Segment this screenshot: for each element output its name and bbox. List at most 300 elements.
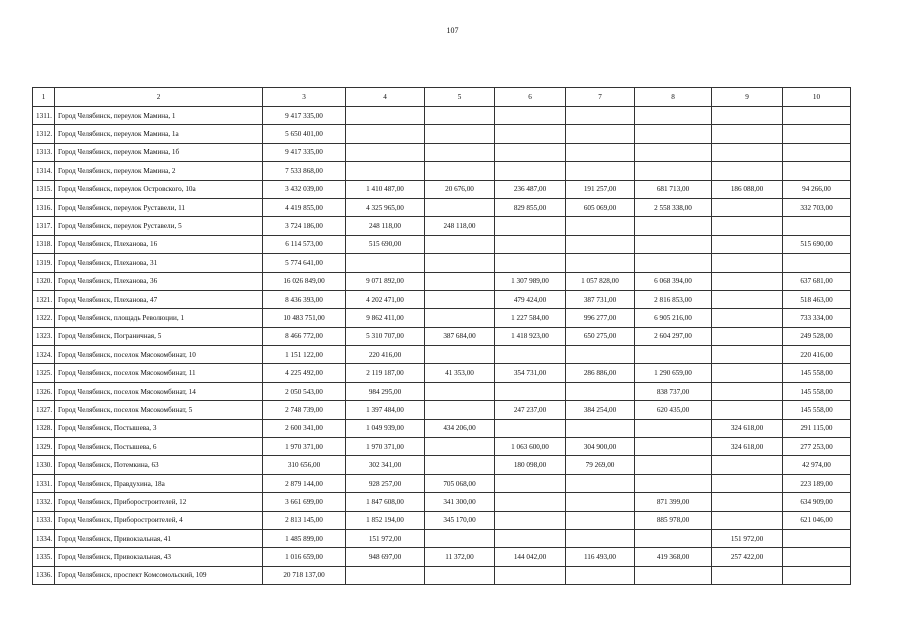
- value-cell-col-8: 6 068 394,00: [635, 272, 712, 290]
- value-cell-col-8: [635, 125, 712, 143]
- value-cell-col-3: 3 724 186,00: [263, 217, 346, 235]
- table-row: [33, 217, 851, 235]
- value-cell-col-9: [712, 217, 783, 235]
- value-cell-col-5: [425, 235, 495, 253]
- value-cell-col-7: [566, 493, 635, 511]
- value-cell-col-5: 11 372,00: [425, 548, 495, 566]
- value-cell-col-8: [635, 162, 712, 180]
- value-cell-col-9: [712, 327, 783, 345]
- address-cell: Город Челябинск, поселок Мясокомбинат, 14: [55, 382, 263, 400]
- value-cell-col-3: 6 114 573,00: [263, 235, 346, 253]
- value-cell-col-10: [783, 566, 851, 584]
- value-cell-col-10: 332 703,00: [783, 198, 851, 216]
- value-cell-col-7: 1 057 828,00: [566, 272, 635, 290]
- table-row: [33, 290, 851, 308]
- value-cell-col-10: [783, 254, 851, 272]
- table-row: [33, 419, 851, 437]
- value-cell-col-4: 1 049 939,00: [346, 419, 425, 437]
- column-header-8: 8: [635, 88, 712, 107]
- column-header-3: 3: [263, 88, 346, 107]
- table-row: [33, 529, 851, 547]
- value-cell-col-8: 620 435,00: [635, 401, 712, 419]
- value-cell-col-7: 304 900,00: [566, 438, 635, 456]
- address-cell: Город Челябинск, переулок Руставели, 11: [55, 198, 263, 216]
- value-cell-col-8: [635, 235, 712, 253]
- row-number-cell: 1331.: [33, 474, 55, 492]
- address-cell: Город Челябинск, Приборостроителей, 12: [55, 493, 263, 511]
- value-cell-col-9: [712, 493, 783, 511]
- value-cell-col-6: [495, 511, 566, 529]
- value-cell-col-5: [425, 272, 495, 290]
- value-cell-col-8: 871 399,00: [635, 493, 712, 511]
- value-cell-col-8: [635, 529, 712, 547]
- value-cell-col-10: [783, 143, 851, 161]
- value-cell-col-7: [566, 254, 635, 272]
- address-cell: Город Челябинск, Плеханова, 36: [55, 272, 263, 290]
- address-cell: Город Челябинск, Плеханова, 31: [55, 254, 263, 272]
- value-cell-col-6: [495, 493, 566, 511]
- value-cell-col-10: [783, 162, 851, 180]
- column-header-9: 9: [712, 88, 783, 107]
- value-cell-col-4: 9 862 411,00: [346, 309, 425, 327]
- value-cell-col-3: 2 813 145,00: [263, 511, 346, 529]
- table-row: [33, 107, 851, 125]
- value-cell-col-7: 996 277,00: [566, 309, 635, 327]
- value-cell-col-3: 7 533 868,00: [263, 162, 346, 180]
- value-cell-col-7: [566, 125, 635, 143]
- value-cell-col-9: [712, 401, 783, 419]
- value-cell-col-4: 248 118,00: [346, 217, 425, 235]
- value-cell-col-8: 2 558 338,00: [635, 198, 712, 216]
- value-cell-col-10: [783, 529, 851, 547]
- value-cell-col-5: [425, 566, 495, 584]
- value-cell-col-3: 2 050 543,00: [263, 382, 346, 400]
- value-cell-col-6: 247 237,00: [495, 401, 566, 419]
- value-cell-col-9: 151 972,00: [712, 529, 783, 547]
- value-cell-col-9: [712, 456, 783, 474]
- value-cell-col-3: 8 466 772,00: [263, 327, 346, 345]
- data-table: [32, 87, 851, 585]
- row-number-cell: 1329.: [33, 438, 55, 456]
- value-cell-col-7: 116 493,00: [566, 548, 635, 566]
- value-cell-col-8: 838 737,00: [635, 382, 712, 400]
- address-cell: Город Челябинск, переулок Руставели, 5: [55, 217, 263, 235]
- value-cell-col-3: 8 436 393,00: [263, 290, 346, 308]
- table-row: [33, 401, 851, 419]
- value-cell-col-3: 2 879 144,00: [263, 474, 346, 492]
- value-cell-col-10: 249 528,00: [783, 327, 851, 345]
- column-header-5: 5: [425, 88, 495, 107]
- value-cell-col-9: [712, 474, 783, 492]
- row-number-cell: 1315.: [33, 180, 55, 198]
- value-cell-col-5: 705 068,00: [425, 474, 495, 492]
- value-cell-col-8: [635, 438, 712, 456]
- table-row: [33, 180, 851, 198]
- address-cell: Город Челябинск, Пограничная, 5: [55, 327, 263, 345]
- value-cell-col-5: [425, 456, 495, 474]
- value-cell-col-6: [495, 474, 566, 492]
- value-cell-col-7: [566, 235, 635, 253]
- row-number-cell: 1321.: [33, 290, 55, 308]
- value-cell-col-3: 5 650 401,00: [263, 125, 346, 143]
- value-cell-col-5: [425, 125, 495, 143]
- value-cell-col-5: 341 300,00: [425, 493, 495, 511]
- value-cell-col-10: 637 681,00: [783, 272, 851, 290]
- value-cell-col-9: [712, 162, 783, 180]
- value-cell-col-3: 5 774 641,00: [263, 254, 346, 272]
- value-cell-col-9: [712, 309, 783, 327]
- row-number-cell: 1335.: [33, 548, 55, 566]
- table-row: [33, 309, 851, 327]
- value-cell-col-10: 145 558,00: [783, 364, 851, 382]
- value-cell-col-7: [566, 143, 635, 161]
- value-cell-col-10: [783, 548, 851, 566]
- value-cell-col-8: 2 816 853,00: [635, 290, 712, 308]
- table-row: [33, 198, 851, 216]
- value-cell-col-4: 984 295,00: [346, 382, 425, 400]
- column-header-1: 1: [33, 88, 55, 107]
- address-cell: Город Челябинск, Плеханова, 47: [55, 290, 263, 308]
- value-cell-col-4: 1 410 487,00: [346, 180, 425, 198]
- value-cell-col-3: 310 656,00: [263, 456, 346, 474]
- table-header-row: [33, 88, 851, 107]
- column-header-6: 6: [495, 88, 566, 107]
- table-row: [33, 254, 851, 272]
- value-cell-col-8: [635, 107, 712, 125]
- value-cell-col-5: [425, 254, 495, 272]
- value-cell-col-10: [783, 125, 851, 143]
- row-number-cell: 1314.: [33, 162, 55, 180]
- value-cell-col-3: 20 718 137,00: [263, 566, 346, 584]
- value-cell-col-6: [495, 143, 566, 161]
- row-number-cell: 1312.: [33, 125, 55, 143]
- value-cell-col-9: [712, 107, 783, 125]
- row-number-cell: 1324.: [33, 346, 55, 364]
- value-cell-col-4: 5 310 707,00: [346, 327, 425, 345]
- value-cell-col-5: 434 206,00: [425, 419, 495, 437]
- value-cell-col-5: 41 353,00: [425, 364, 495, 382]
- value-cell-col-5: 387 684,00: [425, 327, 495, 345]
- value-cell-col-5: [425, 382, 495, 400]
- value-cell-col-4: [346, 566, 425, 584]
- address-cell: Город Челябинск, Правдухина, 18а: [55, 474, 263, 492]
- value-cell-col-9: [712, 364, 783, 382]
- row-number-cell: 1311.: [33, 107, 55, 125]
- row-number-cell: 1318.: [33, 235, 55, 253]
- value-cell-col-7: 191 257,00: [566, 180, 635, 198]
- address-cell: Город Челябинск, Приборостроителей, 4: [55, 511, 263, 529]
- value-cell-col-7: 286 886,00: [566, 364, 635, 382]
- value-cell-col-4: 151 972,00: [346, 529, 425, 547]
- value-cell-col-3: 10 483 751,00: [263, 309, 346, 327]
- value-cell-col-4: 220 416,00: [346, 346, 425, 364]
- column-header-2: 2: [55, 88, 263, 107]
- value-cell-col-10: 145 558,00: [783, 401, 851, 419]
- value-cell-col-10: 634 909,00: [783, 493, 851, 511]
- value-cell-col-8: 1 290 659,00: [635, 364, 712, 382]
- value-cell-col-8: 681 713,00: [635, 180, 712, 198]
- value-cell-col-3: 1 016 659,00: [263, 548, 346, 566]
- address-cell: Город Челябинск, Плеханова, 16: [55, 235, 263, 253]
- value-cell-col-6: [495, 235, 566, 253]
- value-cell-col-10: 291 115,00: [783, 419, 851, 437]
- value-cell-col-6: 180 098,00: [495, 456, 566, 474]
- value-cell-col-4: 1 970 371,00: [346, 438, 425, 456]
- value-cell-col-3: 9 417 335,00: [263, 143, 346, 161]
- row-number-cell: 1317.: [33, 217, 55, 235]
- value-cell-col-3: 3 432 039,00: [263, 180, 346, 198]
- table-row: [33, 143, 851, 161]
- table-row: [33, 272, 851, 290]
- value-cell-col-9: [712, 235, 783, 253]
- value-cell-col-8: [635, 254, 712, 272]
- value-cell-col-6: [495, 107, 566, 125]
- value-cell-col-6: [495, 529, 566, 547]
- value-cell-col-3: 4 225 492,00: [263, 364, 346, 382]
- value-cell-col-6: [495, 125, 566, 143]
- address-cell: Город Челябинск, поселок Мясокомбинат, 10: [55, 346, 263, 364]
- table-row: [33, 364, 851, 382]
- value-cell-col-4: 302 341,00: [346, 456, 425, 474]
- value-cell-col-5: [425, 529, 495, 547]
- value-cell-col-9: [712, 272, 783, 290]
- value-cell-col-4: 4 325 965,00: [346, 198, 425, 216]
- row-number-cell: 1319.: [33, 254, 55, 272]
- address-cell: Город Челябинск, проспект Комсомольский, 109: [55, 566, 263, 584]
- value-cell-col-4: 2 119 187,00: [346, 364, 425, 382]
- row-number-cell: 1333.: [33, 511, 55, 529]
- address-cell: Город Челябинск, переулок Мамина, 1б: [55, 143, 263, 161]
- value-cell-col-9: [712, 511, 783, 529]
- value-cell-col-7: 605 069,00: [566, 198, 635, 216]
- value-cell-col-7: [566, 382, 635, 400]
- value-cell-col-7: [566, 162, 635, 180]
- address-cell: Город Челябинск, поселок Мясокомбинат, 5: [55, 401, 263, 419]
- value-cell-col-9: 324 618,00: [712, 438, 783, 456]
- value-cell-col-4: [346, 143, 425, 161]
- value-cell-col-3: 2 748 739,00: [263, 401, 346, 419]
- value-cell-col-6: [495, 346, 566, 364]
- table-row: [33, 162, 851, 180]
- value-cell-col-4: 948 697,00: [346, 548, 425, 566]
- table-row: [33, 346, 851, 364]
- value-cell-col-4: 1 847 608,00: [346, 493, 425, 511]
- value-cell-col-6: [495, 217, 566, 235]
- row-number-cell: 1327.: [33, 401, 55, 419]
- value-cell-col-7: [566, 566, 635, 584]
- value-cell-col-10: [783, 107, 851, 125]
- value-cell-col-7: 650 275,00: [566, 327, 635, 345]
- value-cell-col-5: [425, 143, 495, 161]
- value-cell-col-7: [566, 529, 635, 547]
- value-cell-col-6: 354 731,00: [495, 364, 566, 382]
- value-cell-col-3: 1 485 899,00: [263, 529, 346, 547]
- value-cell-col-10: 223 189,00: [783, 474, 851, 492]
- table-row: [33, 511, 851, 529]
- value-cell-col-5: [425, 198, 495, 216]
- value-cell-col-4: [346, 125, 425, 143]
- column-header-10: 10: [783, 88, 851, 107]
- value-cell-col-5: [425, 107, 495, 125]
- value-cell-col-7: [566, 217, 635, 235]
- value-cell-col-9: [712, 566, 783, 584]
- table-row: [33, 382, 851, 400]
- column-header-7: 7: [566, 88, 635, 107]
- value-cell-col-9: [712, 143, 783, 161]
- value-cell-col-8: 419 368,00: [635, 548, 712, 566]
- value-cell-col-7: [566, 474, 635, 492]
- value-cell-col-6: 829 855,00: [495, 198, 566, 216]
- value-cell-col-3: 3 661 699,00: [263, 493, 346, 511]
- value-cell-col-6: [495, 254, 566, 272]
- value-cell-col-6: [495, 162, 566, 180]
- value-cell-col-3: 4 419 855,00: [263, 198, 346, 216]
- table-body: [33, 88, 851, 585]
- table-row: [33, 493, 851, 511]
- value-cell-col-6: 1 227 584,00: [495, 309, 566, 327]
- row-number-cell: 1322.: [33, 309, 55, 327]
- value-cell-col-10: 277 253,00: [783, 438, 851, 456]
- row-number-cell: 1334.: [33, 529, 55, 547]
- value-cell-col-3: 2 600 341,00: [263, 419, 346, 437]
- value-cell-col-5: [425, 309, 495, 327]
- row-number-cell: 1320.: [33, 272, 55, 290]
- value-cell-col-6: [495, 382, 566, 400]
- value-cell-col-6: 144 042,00: [495, 548, 566, 566]
- value-cell-col-8: [635, 419, 712, 437]
- row-number-cell: 1323.: [33, 327, 55, 345]
- value-cell-col-5: [425, 162, 495, 180]
- value-cell-col-9: [712, 382, 783, 400]
- value-cell-col-6: 1 307 989,00: [495, 272, 566, 290]
- value-cell-col-9: [712, 125, 783, 143]
- row-number-cell: 1336.: [33, 566, 55, 584]
- row-number-cell: 1326.: [33, 382, 55, 400]
- value-cell-col-4: [346, 162, 425, 180]
- value-cell-col-9: [712, 290, 783, 308]
- value-cell-col-9: [712, 254, 783, 272]
- value-cell-col-9: 257 422,00: [712, 548, 783, 566]
- value-cell-col-6: 1 418 923,00: [495, 327, 566, 345]
- value-cell-col-10: 621 046,00: [783, 511, 851, 529]
- value-cell-col-7: [566, 511, 635, 529]
- address-cell: Город Челябинск, площадь Революции, 1: [55, 309, 263, 327]
- table-row: [33, 548, 851, 566]
- value-cell-col-8: 6 905 216,00: [635, 309, 712, 327]
- value-cell-col-7: 387 731,00: [566, 290, 635, 308]
- value-cell-col-7: [566, 346, 635, 364]
- table-row: [33, 235, 851, 253]
- value-cell-col-7: [566, 419, 635, 437]
- value-cell-col-5: 248 118,00: [425, 217, 495, 235]
- row-number-cell: 1332.: [33, 493, 55, 511]
- column-header-4: 4: [346, 88, 425, 107]
- value-cell-col-6: 479 424,00: [495, 290, 566, 308]
- page-number: 107: [446, 26, 459, 35]
- value-cell-col-3: 1 151 122,00: [263, 346, 346, 364]
- value-cell-col-6: [495, 566, 566, 584]
- value-cell-col-9: 324 618,00: [712, 419, 783, 437]
- value-cell-col-8: [635, 566, 712, 584]
- table-row: [33, 438, 851, 456]
- value-cell-col-5: [425, 346, 495, 364]
- table-row: [33, 456, 851, 474]
- value-cell-col-10: 145 558,00: [783, 382, 851, 400]
- value-cell-col-7: [566, 107, 635, 125]
- value-cell-col-4: 9 071 892,00: [346, 272, 425, 290]
- value-cell-col-5: [425, 401, 495, 419]
- address-cell: Город Челябинск, Потемкина, 63: [55, 456, 263, 474]
- address-cell: Город Челябинск, переулок Мамина, 1а: [55, 125, 263, 143]
- value-cell-col-4: 4 202 471,00: [346, 290, 425, 308]
- value-cell-col-5: 20 676,00: [425, 180, 495, 198]
- address-cell: Город Челябинск, Привокзальная, 41: [55, 529, 263, 547]
- value-cell-col-9: 186 088,00: [712, 180, 783, 198]
- value-cell-col-8: [635, 217, 712, 235]
- value-cell-col-4: 928 257,00: [346, 474, 425, 492]
- value-cell-col-10: 518 463,00: [783, 290, 851, 308]
- value-cell-col-7: 79 269,00: [566, 456, 635, 474]
- value-cell-col-4: [346, 254, 425, 272]
- value-cell-col-4: 515 690,00: [346, 235, 425, 253]
- value-cell-col-4: 1 852 194,00: [346, 511, 425, 529]
- address-cell: Город Челябинск, переулок Островского, 10а: [55, 180, 263, 198]
- value-cell-col-5: 345 170,00: [425, 511, 495, 529]
- address-cell: Город Челябинск, Постышева, 6: [55, 438, 263, 456]
- value-cell-col-3: 9 417 335,00: [263, 107, 346, 125]
- value-cell-col-10: 94 266,00: [783, 180, 851, 198]
- value-cell-col-10: 515 690,00: [783, 235, 851, 253]
- row-number-cell: 1313.: [33, 143, 55, 161]
- value-cell-col-3: 1 970 371,00: [263, 438, 346, 456]
- value-cell-col-5: [425, 438, 495, 456]
- value-cell-col-9: [712, 198, 783, 216]
- row-number-cell: 1328.: [33, 419, 55, 437]
- address-cell: Город Челябинск, переулок Мамина, 1: [55, 107, 263, 125]
- value-cell-col-10: 220 416,00: [783, 346, 851, 364]
- value-cell-col-4: [346, 107, 425, 125]
- value-cell-col-10: 42 974,00: [783, 456, 851, 474]
- value-cell-col-6: 1 063 600,00: [495, 438, 566, 456]
- row-number-cell: 1330.: [33, 456, 55, 474]
- value-cell-col-8: 2 604 297,00: [635, 327, 712, 345]
- value-cell-col-8: 885 978,00: [635, 511, 712, 529]
- table-row: [33, 125, 851, 143]
- address-cell: Город Челябинск, поселок Мясокомбинат, 11: [55, 364, 263, 382]
- value-cell-col-7: 384 254,00: [566, 401, 635, 419]
- table-row: [33, 566, 851, 584]
- value-cell-col-4: 1 397 484,00: [346, 401, 425, 419]
- value-cell-col-3: 16 026 849,00: [263, 272, 346, 290]
- value-cell-col-10: 733 334,00: [783, 309, 851, 327]
- row-number-cell: 1316.: [33, 198, 55, 216]
- value-cell-col-8: [635, 346, 712, 364]
- value-cell-col-8: [635, 143, 712, 161]
- value-cell-col-5: [425, 290, 495, 308]
- value-cell-col-8: [635, 456, 712, 474]
- row-number-cell: 1325.: [33, 364, 55, 382]
- table-row: [33, 474, 851, 492]
- value-cell-col-6: [495, 419, 566, 437]
- address-cell: Город Челябинск, Постышева, 3: [55, 419, 263, 437]
- value-cell-col-10: [783, 217, 851, 235]
- table-row: [33, 327, 851, 345]
- value-cell-col-8: [635, 474, 712, 492]
- value-cell-col-6: 236 487,00: [495, 180, 566, 198]
- address-cell: Город Челябинск, Привокзальная, 43: [55, 548, 263, 566]
- address-cell: Город Челябинск, переулок Мамина, 2: [55, 162, 263, 180]
- value-cell-col-9: [712, 346, 783, 364]
